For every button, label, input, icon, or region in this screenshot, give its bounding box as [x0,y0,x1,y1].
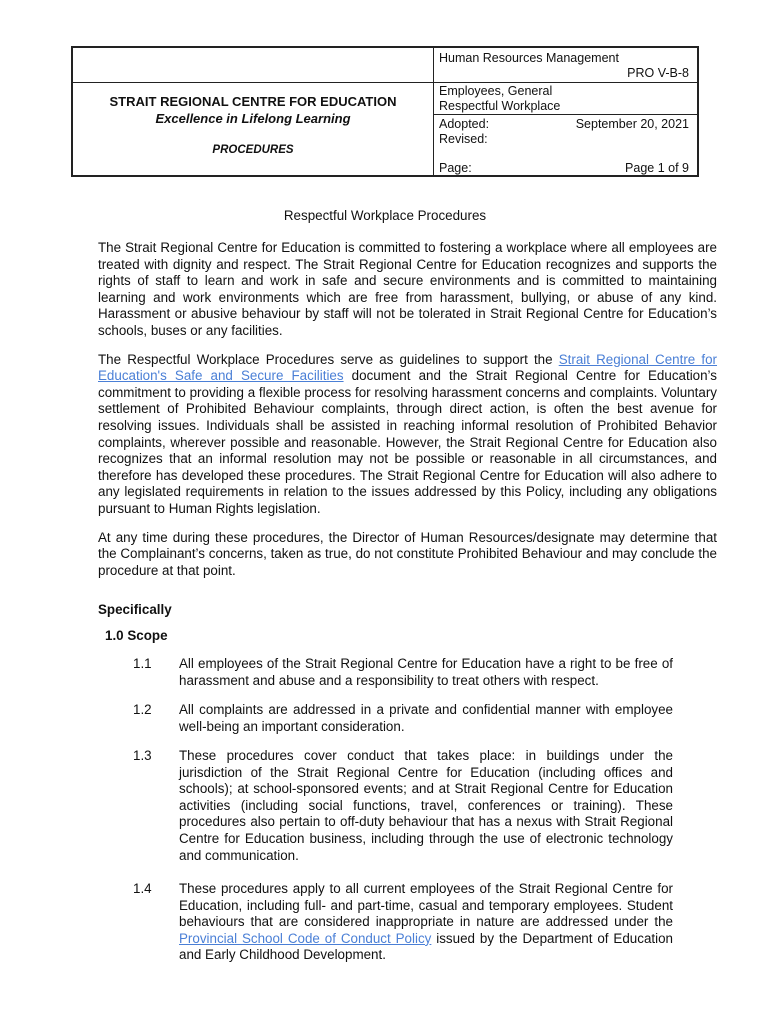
list-item: 1.1 All employees of the Strait Regional Centre for Education have a right to be free of harassment and abuse and a responsibility to treat others with respect. [133,656,673,688]
list-item: 1.2 All complaints are addressed in a private and confidential manner with employee well-being an important consideration. [133,702,673,734]
page-label: Page: [439,161,472,175]
header-table [71,46,699,177]
safe-secure-facilities-link[interactable]: Strait Regional Centre for Education's Safe and Secure Facilities [98,351,718,384]
topic: Respectful Workplace [439,99,561,113]
doc-title: Respectful Workplace Procedures [283,208,487,223]
specifically-heading: Specifically [98,602,172,617]
adopted-value: September 20, 2021 [575,117,689,131]
list-item: 1.4 These procedures apply to all current employees of the Strait Regional Centre for Education, including full- and part-time, casual and temporary employees. Student behaviours that are considered inappropriate in nature are addressed under the Provincial School Code of Conduct Policy issued by the Department of Education and Early Childhood Development. [133,881,673,963]
org-motto: Excellence in Lifelong Learning [155,111,351,126]
page-value: Page 1 of 9 [625,161,689,175]
paragraph-director: At any time during these procedures, the Director of Human Resources/designate may determine that the Complainant’s concerns, taken as true, do not constitute Prohibited Behaviour and may conclude the procedure at that point. [98,529,717,578]
paragraph-intro: The Strait Regional Centre for Education is committed to fostering a workplace where all employees are treated with dignity and respect. The Strait Regional Centre for Education recognizes and supports the rights of staff to learn and work in safe and secure environments and is committed to maintaining learning and work environments which are free from harassment, bullying, or abuse of any kind. Harassment or abusive behaviour by staff will not be tolerated in Strait Regional Centre for Education’s schools, buses or any facilities. [98,240,717,338]
category: Employees, General [439,84,553,98]
adopted-label: Adopted: [439,117,490,131]
paragraph-purpose: The Respectful Workplace Procedures serve as guidelines to support the Strait Regional Centre for Education's Safe and Secure Facilities document and the Strait Regional Centre for Education’s commitment to providing a flexible process for resolving harassment concerns and complaints. Voluntary settlement of Prohibited Behaviour complaints, through direct action, is often the best avenue for resolving issues. Individuals shall be assisted in reaching informal resolution of Prohibited Behavior complaints, wherever possible and reasonable. However, the Strait Regional Centre for Education also recognizes that an informal resolution may not be possible or reasonable in all circumstances, and therefore has developed these procedures. The Strait Regional Centre for Education will also adhere to any legislated requirements in relation to the issues addressed by this Policy, including any obligations pursuant to Human Rights legislation. [98,351,718,516]
list-item: 1.3 These procedures cover conduct that takes place: in buildings under the jurisdiction of the Strait Regional Centre for Education (including offices and schools); at school-sponsored events; and at Strait Regional Centre for Education activities (including social functions, travel, conferences or training). These procedures also pertain to off-duty behaviour that has a nexus with Strait Regional Centre for Education business, including through the use of electronic technology and communication. [133,748,673,863]
scope-heading: 1.0 Scope [105,628,168,643]
org-name: STRAIT REGIONAL CENTRE FOR EDUCATION [109,94,397,109]
section: Human Resources Management [439,51,619,65]
revised-label: Revised: [439,132,488,146]
doc-type: PROCEDURES [212,144,294,156]
policy-code: PRO V-B-8 [627,66,689,80]
school-code-of-conduct-link[interactable]: Provincial School Code of Conduct Policy [179,930,432,946]
